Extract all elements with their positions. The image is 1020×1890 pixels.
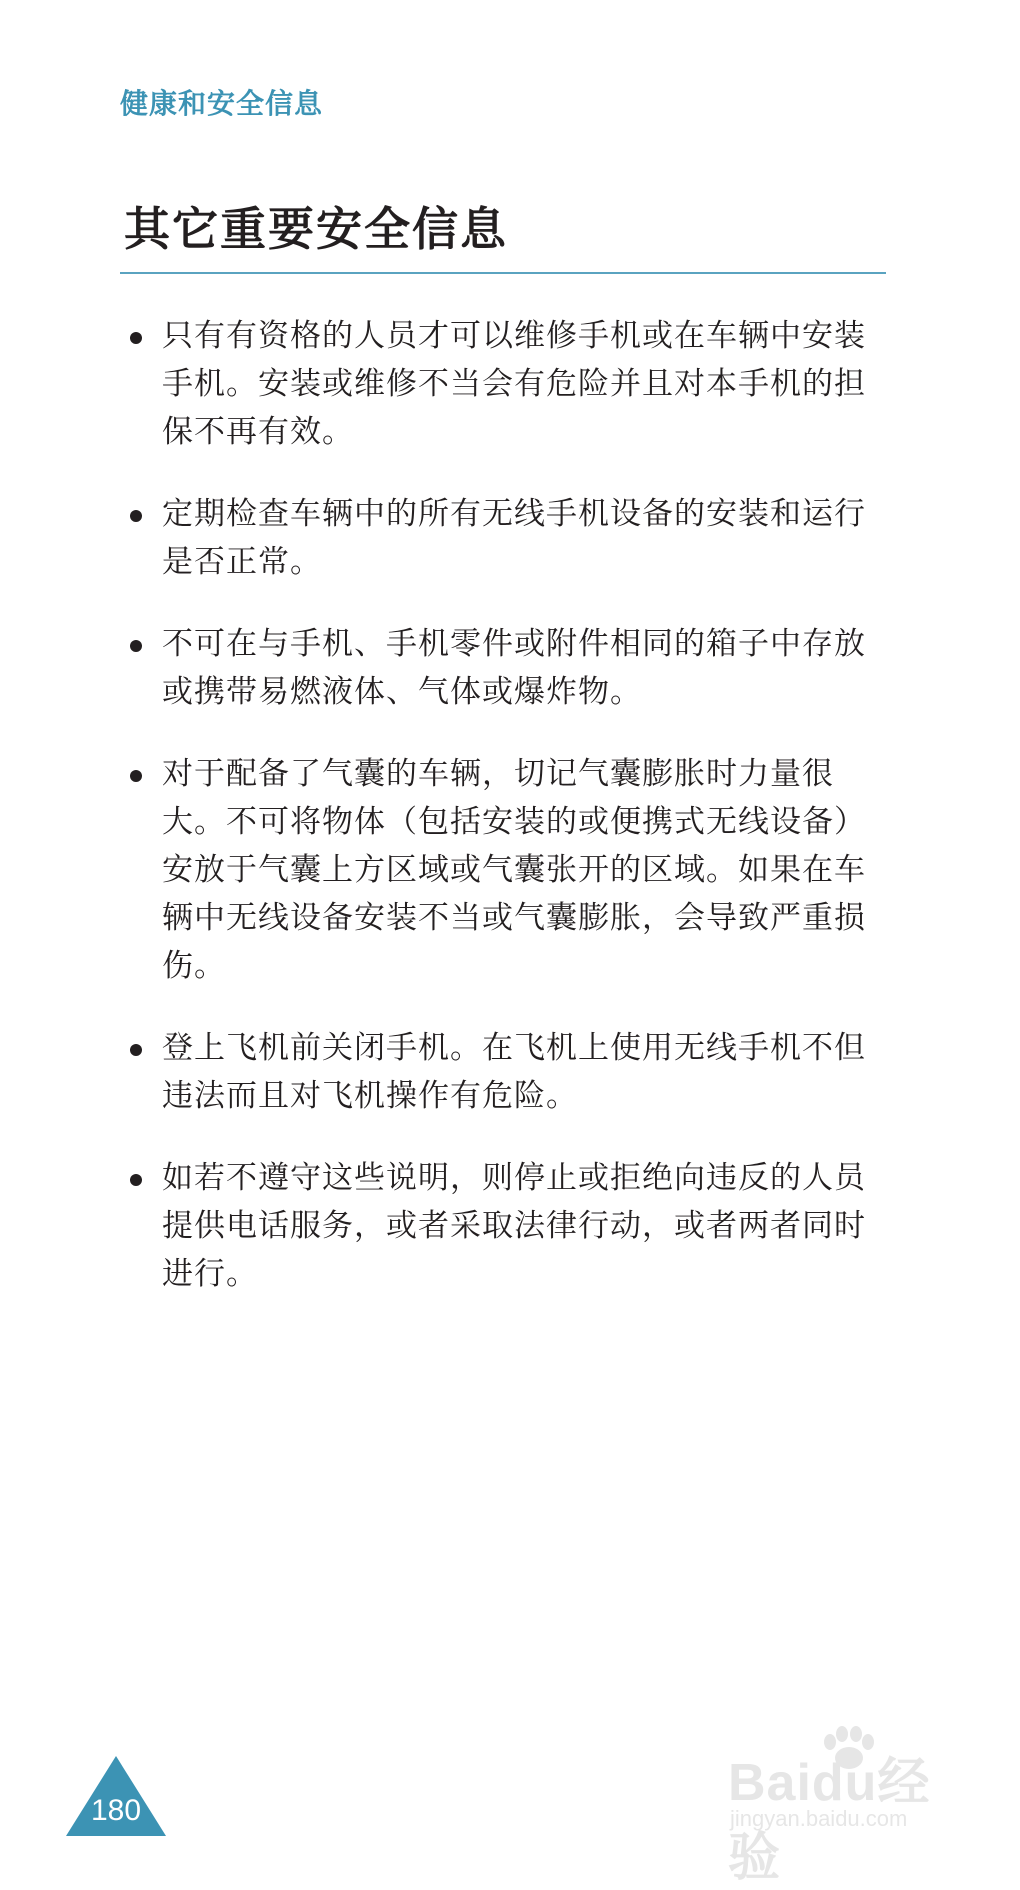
safety-bullet-list [124,312,884,1332]
watermark-url: jingyan.baidu.com [730,1806,908,1831]
list-item [124,1154,884,1298]
bullet-dot-icon [130,770,142,782]
page-number: 180 [90,1794,142,1827]
list-item-text: 登上飞机前关闭手机。在飞机上使用无线手机不但违法而且对飞机操作有危险。 [162,1030,866,1114]
list-item [124,490,884,586]
title-divider [120,272,886,274]
list-item [124,1024,884,1120]
list-item-text: 如若不遵守这些说明，则停止或拒绝向违反的人员提供电话服务，或者采取法律行动，或者两者同时进行。 [162,1160,866,1292]
watermark-logo: Baidu经验 [728,1754,931,1887]
list-item [124,620,884,716]
list-item-text: 只有有资格的人员才可以维修手机或在车辆中安装手机。安装或维修不当会有危险并且对本手机的担保不再有效。 [162,318,866,450]
bullet-dot-icon [130,640,142,652]
list-item-text: 定期检查车辆中的所有无线手机设备的安装和运行是否正常。 [162,496,866,580]
watermark [728,1726,968,1887]
bullet-dot-icon [130,332,142,344]
section-header: 健康和安全信息 [120,87,324,120]
page-number-badge [66,1756,166,1836]
bullet-dot-icon [130,1174,142,1186]
bullet-dot-icon [130,1044,142,1056]
list-item-text: 不可在与手机、手机零件或附件相同的箱子中存放或携带易燃液体、气体或爆炸物。 [162,626,866,710]
bullet-dot-icon [130,510,142,522]
list-item [124,312,884,456]
list-item [124,750,884,990]
list-item-text: 对于配备了气囊的车辆，切记气囊膨胀时力量很大。不可将物体（包括安装的或便携式无线设备）安放于气囊上方区域或气囊张开的区域。如果在车辆中无线设备安装不当或气囊膨胀，会导致严重损伤。 [162,756,866,984]
page-title: 其它重要安全信息 [124,202,508,256]
